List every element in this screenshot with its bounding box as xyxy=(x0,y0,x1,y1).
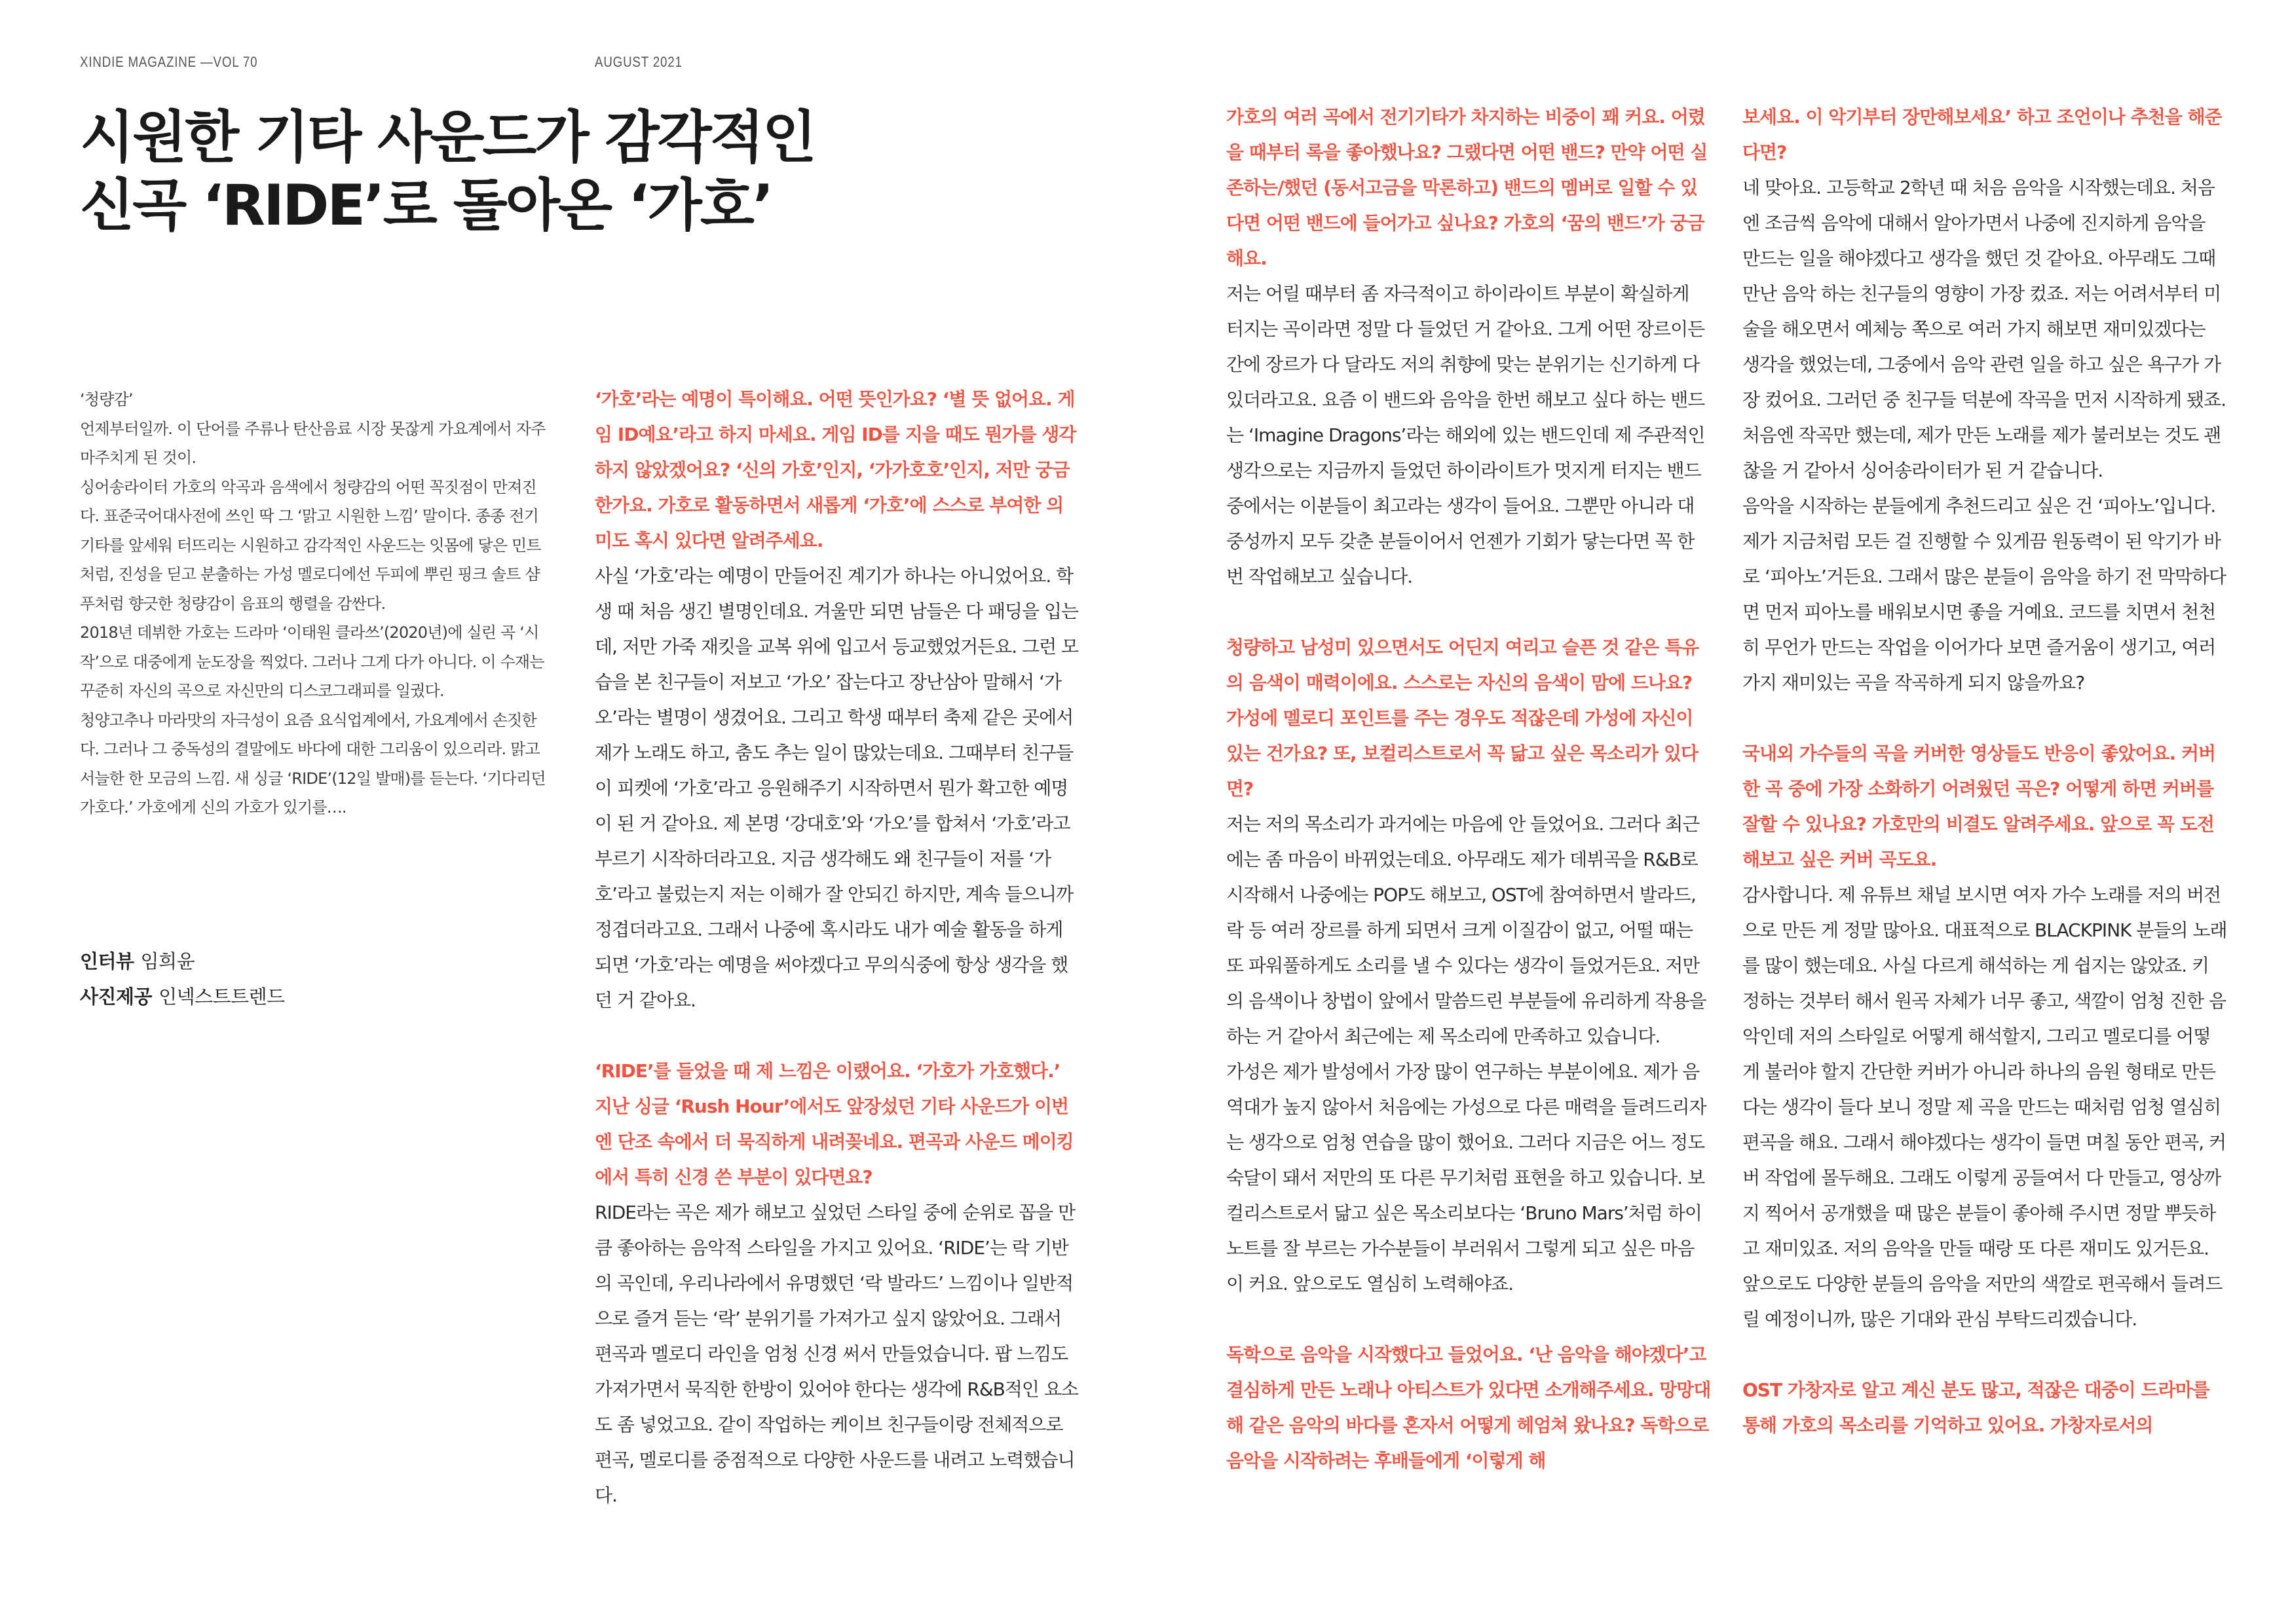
interview-answer: RIDE라는 곡은 제가 해보고 싶었던 스타일 중에 순위로 꼽을 만큼 좋아하는 음악적 스타일을 가지고 있어요. ‘RIDE’는 락 기반의 곡인데, 우리나라에서 유명했던 ‘락 발라드’ 느낌이나 일반적으로 즐겨 듣는 ‘락’ 분위기를 가져가고 싶지 않았어요. 그래서 편곡과 멜로디 라인을 엄청 신경 써서 만들었습니다. 팝 느낌도 가져가면서 묵직한 한방이 있어야 한다는 생각에 R&B적인 요소도 좀 넣었고요. 같이 작업하는 케이브 친구들이랑 전체적으로 편곡, 멜로디를 중점적으로 다양한 사운드를 내려고 노력했습니다. xyxy=(595,1202,1078,1506)
intro-paragraph: 싱어송라이터 가호의 악곡과 음색에서 청량감의 어떤 꼭짓점이 만져진다. 표준국어대사전에 쓰인 딱 그 ‘맑고 시원한 느낌’ 말이다. 종종 전기기타를 앞세워 터뜨리는 시원하고 감각적인 사운드는 잇몸에 닿은 민트처럼, 진성을 딛고 분출하는 가성 멜로디에선 두피에 뿌린 핑크 솔트 샴푸처럼 향긋한 청량감이 음표의 행렬을 감싼다. xyxy=(80,477,541,613)
photo-provider: 인넥스트트렌드 xyxy=(159,986,285,1008)
interview-question: ‘RIDE’를 들었을 때 제 느낌은 이랬어요. ‘가호가 가호했다.’ 지난 싱글 ‘Rush Hour’에서도 앞장섰던 기타 사운드가 이번엔 단조 속에서 더 묵직하게 내려꽂네요. 편곡과 사운드 메이킹에서 특히 신경 쓴 부분이 있다면요? xyxy=(595,1060,1074,1188)
interview-question: 가호의 여러 곡에서 전기기타가 차지하는 비중이 꽤 커요. 어렸을 때부터 록을 좋아했나요? 그랬다면 어떤 밴드? 만약 어떤 실존하는/했던 (동서고금을 막론하고) 밴드의 멤버로 일할 수 있다면 어떤 밴드에 들어가고 싶나요? 가호의 ‘꿈의 밴드’가 궁금해요. xyxy=(1226,106,1708,269)
article-title xyxy=(80,103,815,240)
interviewer-name: 임희윤 xyxy=(140,950,195,972)
article-column-2 xyxy=(1226,100,1711,1479)
interview-answer: 저는 저의 목소리가 과거에는 마음에 안 들었어요. 그러다 최근에는 좀 마음이 바뀌었는데요. 아무래도 제가 데뷔곡을 R&B로 시작해서 나중에는 POP도 해보고, OST에 참여하면서 발라드, 락 등 여러 장르를 하게 되면서 크게 이질감이 없고, 어떨 때는 또 파워풀하게도 소리를 낼 수 있다는 생각이 들었거든요. 저만의 음색이나 창법이 앞에서 말씀드린 부분들에 유리하게 작용을 하는 거 같아서 최근에는 제 목소리에 만족하고 있습니다. xyxy=(1226,813,1706,1047)
interview-answer: 저는 어릴 때부터 좀 자극적이고 하이라이트 부분이 확실하게 터지는 곡이라면 정말 다 들었던 거 같아요. 그게 어떤 장르이든 간에 장르가 다 달라도 저의 취향에 맞는 분위기는 신기하게 다 있더라고요. 요즘 이 밴드와 음악을 한번 해보고 싶다 하는 밴드는 ‘Imagine Dragons’라는 해외에 있는 밴드인데 제 주관적인 생각으로는 지금까지 들었던 하이라이트가 멋지게 터지는 밴드 중에서는 이분들이 최고라는 생각이 들어요. 그뿐만 아니라 대중성까지 모두 갖춘 분들이어서 언젠가 기회가 닿는다면 꼭 한번 작업해보고 싶습니다. xyxy=(1226,283,1705,587)
article-column-3 xyxy=(1742,100,2227,1443)
intro-lead: ‘청량감’ xyxy=(80,390,133,409)
paragraph-spacer xyxy=(1742,701,2227,736)
title-line-2: 신곡 ‘RIDE’로 돌아온 ‘가호’ xyxy=(80,173,772,238)
interview-question: 보세요. 이 악기부터 장만해보세요’ 하고 조언이나 추천을 해준다면? xyxy=(1742,106,2222,163)
paragraph-spacer xyxy=(595,1018,1079,1054)
interview-question: OST 가창자로 알고 계신 분도 많고, 적잖은 대중이 드라마를 통해 가호의 목소리를 기억하고 있어요. 가창자로서의 xyxy=(1742,1379,2209,1436)
interview-answer: 감사합니다. 제 유튜브 채널 보시면 여자 가수 노래를 저의 버전으로 만든 게 정말 많아요. 대표적으로 BLACKPINK 분들의 노래를 많이 했는데요. 사실 다르게 해석하는 게 쉽지는 않았죠. 키 정하는 것부터 해서 원곡 자체가 너무 좋고, 색깔이 엄청 진한 음악인데 저의 스타일로 어떻게 해석할지, 그리고 멜로디를 어떻게 불러야 할지 간단한 커버가 아니라 하나의 음원 형태로 만든다는 생각이 들다 보니 정말 제 곡을 만드는 때처럼 엄청 열심히 편곡을 해요. 그래서 해야겠다는 생각이 들면 며칠 동안 편곡, 커버 작업에 몰두해요. 그래도 이렇게 공들여서 다 만들고, 영상까지 찍어서 공개했을 때 많은 분들이 좋아해 주시면 정말 뿌듯하고 재미있죠. 저의 음악을 만들 때랑 또 다른 재미도 있거든요. 앞으로도 다양한 분들의 음악을 저만의 색깔로 편곡해서 들려드릴 예정이니까, 많은 기대와 관심 부탁드리겠습니다. xyxy=(1742,884,2227,1330)
interview-question: 국내외 가수들의 곡을 커버한 영상들도 반응이 좋았어요. 커버한 곡 중에 가장 소화하기 어려웠던 곡은? 어떻게 하면 커버를 잘할 수 있나요? 가호만의 비결도 알려주세요. 앞으로 꼭 도전해보고 싶은 커버 곡도요. xyxy=(1742,743,2216,870)
article-column-1 xyxy=(595,382,1079,1513)
interview-question: 청량하고 남성미 있으면서도 어딘지 여리고 슬픈 것 같은 특유의 음색이 매력이에요. 스스로는 자신의 음색이 맘에 드나요? 가성에 멜로디 포인트를 주는 경우도 적잖은데 가성에 자신이 있는 건가요? 또, 보컬리스트로서 꼭 닮고 싶은 목소리가 있다면? xyxy=(1226,637,1699,800)
interview-credit xyxy=(80,944,285,979)
interview-answer: 네 맞아요. 고등학교 2학년 때 처음 음악을 시작했는데요. 처음엔 조금씩 음악에 대해서 알아가면서 나중에 진지하게 음악을 만드는 일을 해야겠다고 생각을 했던 것 같아요. 아무래도 그때 만난 음악 하는 친구들의 영향이 가장 컸죠. 저는 어려서부터 미술을 해오면서 예체능 쪽으로 여러 가지 해보면 재미있겠다는 생각을 했었는데, 그중에서 음악 관련 일을 하고 싶은 욕구가 가장 컸어요. 그러던 중 친구들 덕분에 작곡을 먼저 시작하게 됐죠. 처음엔 작곡만 했는데, 제가 만든 노래를 제가 불러보는 것도 괜찮을 거 같아서 싱어송라이터가 된 거 같습니다. xyxy=(1742,177,2226,481)
intro-paragraph: 청양고추나 마라맛의 자극성이 요즘 요식업계에서, 가요계에서 손짓한다. 그러나 그 중독성의 결말에도 바다에 대한 그리움이 있으리라. 맑고 서늘한 한 모금의 느낌. 새 싱글 ‘RIDE’(12일 발매)를 듣는다. ‘기다리던 가호다.’ 가호에게 신의 가호가 있기를…. xyxy=(80,710,546,817)
interview-question: 독학으로 음악을 시작했다고 들었어요. ‘난 음악을 해야겠다’고 결심하게 만든 노래나 아티스트가 있다면 소개해주세요. 망망대해 같은 음악의 바다를 혼자서 어떻게 헤엄쳐 왔나요? 독학으로 음악을 시작하려는 후배들에게 ‘이렇게 해 xyxy=(1226,1344,1711,1471)
issue-date: AUGUST 2021 xyxy=(595,54,683,70)
interview-label: 인터뷰 xyxy=(80,950,134,972)
interview-answer: 사실 ‘가호’라는 예명이 만들어진 계기가 하나는 아니었어요. 학생 때 처음 생긴 별명인데요. 겨울만 되면 남들은 다 패딩을 입는데, 저만 가죽 재킷을 교복 위에 입고서 등교했었거든요. 그런 모습을 본 친구들이 저보고 ‘가오’ 잡는다고 장난삼아 말해서 ‘가오’라는 별명이 생겼어요. 그리고 학생 때부터 축제 같은 곳에서 제가 노래도 하고, 춤도 추는 일이 많았는데요. 그때부터 친구들이 피켓에 ‘가호’라고 응원해주기 시작하면서 뭔가 확고한 예명이 된 거 같아요. 제 본명 ‘강대호’와 ‘가오’를 합쳐서 ‘가호’라고 부르기 시작하더라고요. 지금 생각해도 왜 친구들이 저를 ‘가호’라고 불렀는지 저는 이해가 잘 안되긴 하지만, 계속 들으니까 정겹더라고요. 그래서 나중에 혹시라도 내가 예술 활동을 하게 되면 ‘가호’라는 예명을 써야겠다고 무의식중에 항상 생각을 했던 거 같아요. xyxy=(595,565,1079,1011)
credits xyxy=(80,944,285,1014)
photo-credit xyxy=(80,979,285,1014)
paragraph-spacer xyxy=(1226,595,1711,630)
photo-label: 사진제공 xyxy=(80,986,153,1008)
paragraph-spacer xyxy=(1226,1302,1711,1337)
title-line-1: 시원한 기타 사운드가 감각적인 xyxy=(80,105,815,170)
intro-section xyxy=(80,385,552,822)
interview-question: ‘가호’라는 예명이 특이해요. 어떤 뜻인가요? ‘별 뜻 없어요. 게임 ID예요’라고 하지 마세요. 게임 ID를 지을 때도 뭔가를 생각하지 않았겠어요? ‘신의 가호’인지, ‘가가호호’인지, 저만 궁금한가요. 가호로 활동하면서 새롭게 ‘가호’에 스스로 부여한 의미도 혹시 있다면 알려주세요. xyxy=(595,388,1076,551)
paragraph-spacer xyxy=(1742,1337,2227,1373)
intro-paragraph: 언제부터일까. 이 단어를 주류나 탄산음료 시장 못잖게 가요계에서 자주 마주치게 된 것이. xyxy=(80,419,546,467)
interview-answer: 가성은 제가 발성에서 가장 많이 연구하는 부분이에요. 제가 음역대가 높지 않아서 처음에는 가성으로 다른 매력을 들려드리자는 생각으로 엄청 연습을 많이 했어요. 그러다 지금은 어느 정도 숙달이 돼서 저만의 또 다른 무기처럼 표현을 하고 있습니다. 보컬리스트로서 닮고 싶은 목소리보다는 ‘Bruno Mars’처럼 하이 노트를 잘 부르는 가수분들이 부러워서 그렇게 되고 싶은 마음이 커요. 앞으로도 열심히 노력해야죠. xyxy=(1226,1061,1706,1295)
intro-paragraph: 2018년 데뷔한 가호는 드라마 ‘이태원 클라쓰’(2020년)에 실린 곡 ‘시작’으로 대중에게 눈도장을 찍었다. 그러나 그게 다가 아니다. 이 수재는 꾸준히 자신의 곡으로 자신만의 디스코그래피를 일궜다. xyxy=(80,623,544,700)
interview-answer: 음악을 시작하는 분들에게 추천드리고 싶은 건 ‘피아노’입니다. 제가 지금처럼 모든 걸 진행할 수 있게끔 원동력이 된 악기가 바로 ‘피아노’거든요. 그래서 많은 분들이 음악을 하기 전 막막하다면 먼저 피아노를 배워보시면 좋을 거예요. 코드를 치면서 천천히 무언가 만드는 작업을 이어가다 보면 즐거움이 생기고, 여러 가지 재미있는 곡을 작곡하게 되지 않을까요? xyxy=(1742,495,2226,693)
magazine-header: XINDIE MAGAZINE —VOL 70 xyxy=(80,54,258,70)
